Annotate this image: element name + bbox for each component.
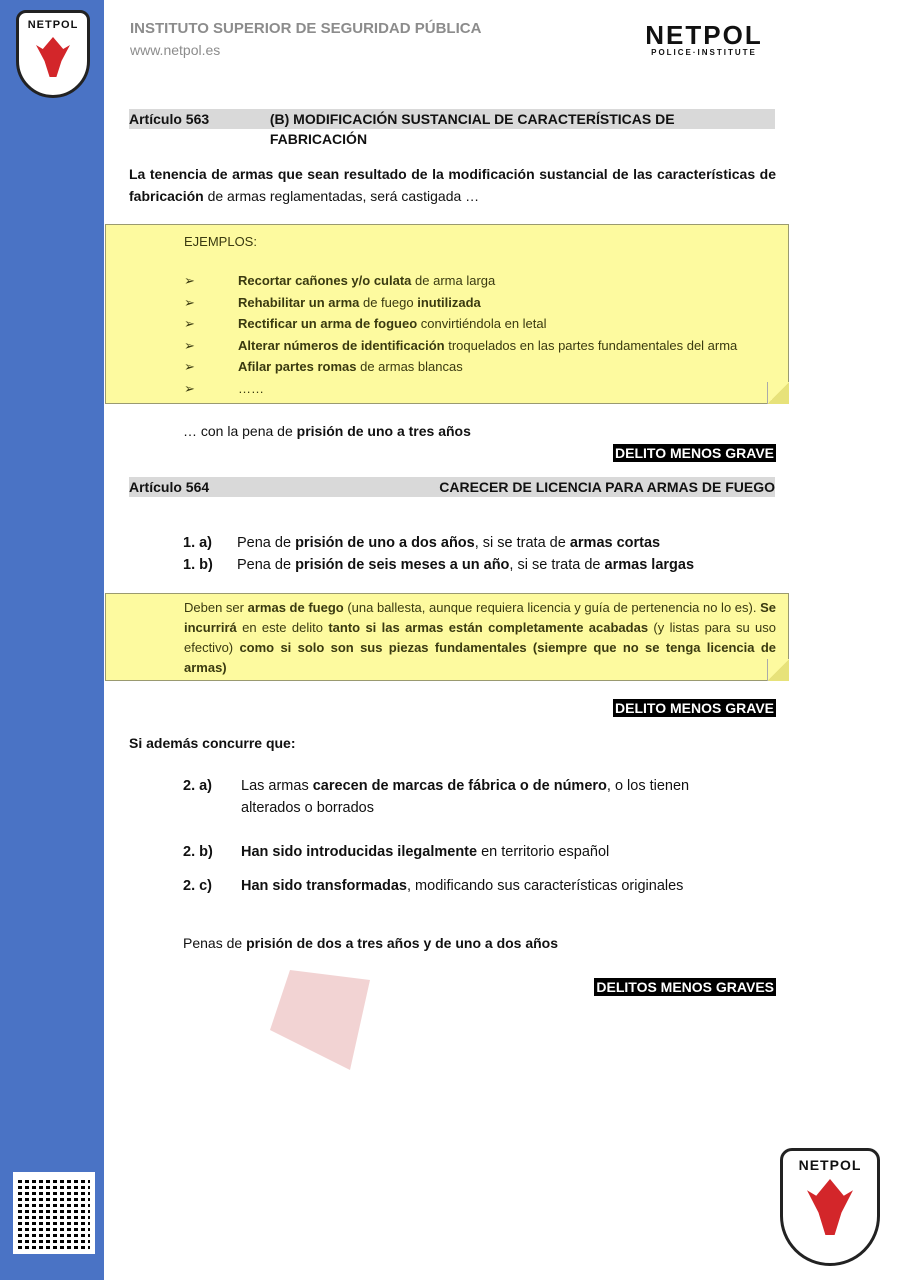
penas-text: Penas de prisión de dos a tres años y de uno a dos años <box>183 935 559 951</box>
netpol-footer-logo: NETPOL <box>780 1148 880 1266</box>
aggravating-item: 2. a) Las armas carecen de marcas de fábrica o de número, o los tienen alterados o borrados <box>183 778 690 816</box>
arrow-bullet-icon: ➢ <box>184 337 195 353</box>
example-item: ➢ Rectificar un arma de fogueo convirtiéndola en letal <box>184 313 737 335</box>
arrow-bullet-icon: ➢ <box>184 359 195 374</box>
firearms-note: Deben ser armas de fuego (una ballesta, aunque requiera licencia y guía de pertenencia no lo es). Se incurrirá en este delito tanto si las armas están completamente acabadas (y listas para su uso efectivo) como si solo son sus piezas fundamentales (siempre que no se tenga licencia de armas) <box>105 593 789 681</box>
example-item: ➢ Recortar cañones y/o culata de arma larga <box>184 270 737 292</box>
example-item: ➢ Afilar partes romas de armas blancas <box>184 356 737 378</box>
institute-name: INSTITUTO SUPERIOR DE SEGURIDAD PÚBLICA <box>130 20 482 37</box>
severity-badge: DELITO MENOS GRAVE <box>615 445 774 461</box>
arrow-bullet-icon: ➢ <box>184 273 195 288</box>
example-item: ➢ …… <box>184 378 737 400</box>
eagle-icon <box>807 1179 853 1235</box>
article-564-heading: Artículo 564 CARECER DE LICENCIA PARA ARMAS DE FUEGO <box>129 479 775 495</box>
examples-note: EJEMPLOS: ➢ Recortar cañones y/o culata de arma larga ➢ Rehabilitar un arma de fuego inutilizada ➢ Rectificar un arma de fogueo convirtiéndola en letal ➢ Alterar números de identificación troquelados en las partes fundamentales del arma ➢ Afilar partes romas de armas blancas ➢ …… <box>105 224 789 404</box>
website-link[interactable]: www.netpol.es <box>130 42 221 58</box>
sidebar <box>0 0 104 1280</box>
aggravating-item: 2. b) Han sido introducidas ilegalmente en territorio español <box>183 844 610 860</box>
eagle-icon <box>36 37 70 77</box>
example-item: ➢ Rehabilitar un arma de fuego inutilizada <box>184 292 737 314</box>
concurre-heading: Si además concurre que: <box>129 735 296 751</box>
arrow-bullet-icon: ➢ <box>184 294 195 310</box>
penalty-item: 1. a) Pena de prisión de uno a dos años, si se trata de armas cortas <box>183 535 661 551</box>
penalty-item: 1. b) Pena de prisión de seis meses a un año, si se trata de armas largas <box>183 557 695 573</box>
severity-badge: DELITO MENOS GRAVE <box>615 700 774 716</box>
brand-logo: NETPOL POLICE·INSTITUTE <box>645 20 763 57</box>
qr-code[interactable] <box>13 1172 95 1254</box>
arrow-bullet-icon: ➢ <box>184 316 195 331</box>
article-563-intro: La tenencia de armas que sean resultado de la modificación sustancial de las características de fabricación de armas reglamentadas, será castigada … <box>129 166 776 204</box>
article-563-heading: Artículo 563 (B) MODIFICACIÓN SUSTANCIAL DE CARACTERÍSTICAS DE FABRICACIÓN <box>129 109 775 129</box>
example-item: ➢ Alterar números de identificación troquelados en las partes fundamentales del arma <box>184 335 737 357</box>
arrow-bullet-icon: ➢ <box>184 380 195 396</box>
aggravating-item: 2. c) Han sido transformadas, modificando sus características originales <box>183 878 684 894</box>
netpol-logo: NETPOL <box>16 10 90 98</box>
severity-badge: DELITOS MENOS GRAVES <box>596 979 774 995</box>
art563-penalty: … con la pena de prisión de uno a tres años <box>183 423 471 439</box>
